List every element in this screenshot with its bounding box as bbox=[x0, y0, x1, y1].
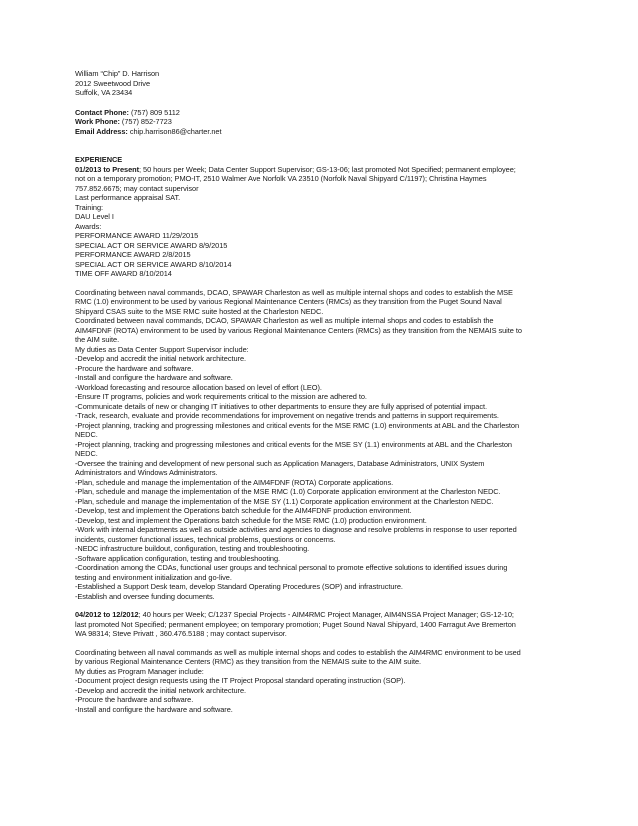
job1-summary-line: Last performance appraisal SAT. bbox=[75, 193, 181, 202]
applicant-name: William “Chip” D. Harrison bbox=[75, 69, 160, 78]
duty-line: the AIM suite. bbox=[75, 335, 120, 344]
duty-line: -Develop, test and implement the Operations batch schedule for the MSE RMC (1.0) production environment. bbox=[75, 515, 427, 525]
duty-line: -Workload forecasting and resource allocation based on level of effort (LEO). bbox=[75, 382, 322, 392]
email-row bbox=[75, 127, 565, 137]
job1-summary-line: PERFORMANCE AWARD 11/29/2015 bbox=[75, 231, 199, 240]
job1-summary-line: TIME OFF AWARD 8/10/2014 bbox=[75, 269, 172, 278]
job2-summary-line: 04/2012 to 12/2012; 40 hours per Week; C/1237 Special Projects - AIM4RMC Project Manager, AIM4NSSA Project Manager; GS-12-10; bbox=[75, 610, 514, 619]
duty-line: -Software application configuration, testing and troubleshooting. bbox=[75, 553, 281, 563]
job1-summary-line: SPECIAL ACT OR SERVICE AWARD 8/10/2014 bbox=[75, 259, 232, 269]
duty-line: -Develop and accredit the initial network architecture. bbox=[75, 354, 247, 363]
duty-line: -Project planning, tracking and progressing milestones and critical events for the MSE RMC (1.0) environments at ABL and the Charleston bbox=[75, 420, 520, 430]
duty-line: -Establish and oversee funding documents. bbox=[75, 591, 215, 601]
resume-document bbox=[75, 69, 565, 714]
job1-summary bbox=[75, 165, 565, 279]
job2-summary-line: last promoted Not Specified; permanent employee; on temporary promotion; Puget Sound Naval Shipyard, 1400 Farragut Ave Bremerton bbox=[75, 619, 516, 629]
duty-line: -Oversee the training and development of new personal such as Application Managers, Database Administrators, UNIX System bbox=[75, 458, 485, 468]
email-value: chip.harrison86@charter.net bbox=[129, 126, 222, 136]
job1-summary-line: 757.852.6675; may contact supervisor bbox=[75, 183, 199, 193]
duty-line: -Communicate details of new or changing IT initiatives to other departments to ensure they are fully apprised of potential impact. bbox=[75, 401, 487, 411]
duty-line: testing and environment initialization and go-live. bbox=[75, 572, 232, 582]
duty-line: Administrators and Windows Administrators. bbox=[75, 468, 218, 477]
job1-summary-line: SPECIAL ACT OR SERVICE AWARD 8/9/2015 bbox=[75, 240, 228, 250]
duty-line: Shipyard CSAS suite to the MSE RMC suite hosted at the Charleston NEDC. bbox=[75, 306, 324, 316]
duty-line: -Install and configure the hardware and software. bbox=[75, 373, 233, 382]
experience-heading: EXPERIENCE bbox=[75, 155, 123, 164]
job1-summary-line: 01/2013 to Present; 50 hours per Week; Data Center Support Supervisor; GS-13-06; last promoted Not Specified; permanent employee; bbox=[75, 164, 516, 174]
duty-line: by various Regional Maintenance Centers (RMC) as they transition from the NEMAIS suite to the AIM suite. bbox=[75, 657, 422, 666]
duty-line: -Plan, schedule and manage the implementation of the AIM4FDNF (ROTA) Corporate applications. bbox=[75, 477, 394, 487]
duty-line: -Track, research, evaluate and provide recommendations for improvement on negative trends and patterns in support requirements. bbox=[75, 411, 499, 420]
duty-line: Coordinating between naval commands, DCAO, SPAWAR Charleston as well as multiple internal shops and codes to establish the MSE bbox=[75, 287, 513, 297]
job2-duties bbox=[75, 648, 565, 715]
duty-line: incidents, customer functional issues, technical problems, questions or concerns. bbox=[75, 534, 336, 544]
duty-line: AIM4FDNF (ROTA) environment to be used by various Regional Maintenance Centers (RMCs) as they transition from the NEMAIS suite to bbox=[75, 325, 522, 335]
duty-line: My duties as Data Center Support Supervisor include: bbox=[75, 344, 249, 354]
duty-line: NEDC. bbox=[75, 449, 98, 458]
duty-line: -NEDC infrastructure buildout, configuration, testing and troubleshooting. bbox=[75, 544, 310, 553]
duty-line: -Project planning, tracking and progressing milestones and critical events for the MSE SY (1.1) environments at ABL and the Charleston bbox=[75, 439, 512, 449]
job1-summary-line: DAU Level I bbox=[75, 212, 114, 221]
job1-duties bbox=[75, 288, 565, 602]
duty-line: -Develop and accredit the initial network architecture. bbox=[75, 685, 247, 695]
job1-summary-line: not on a temporary promotion; PMO-IT, 2510 Walmer Ave Norfolk VA 23510 (Norfolk Naval Shipyard C/1197); Christina Haymes bbox=[75, 174, 487, 183]
duty-line: -Document project design requests using the IT Project Proposal standard operating instruction (SOP). bbox=[75, 676, 406, 685]
duty-line: -Ensure IT programs, policies and work requirements critical to the mission are adhered to. bbox=[75, 392, 367, 401]
duty-line: -Develop, test and implement the Operations batch schedule for the AIM4FDNF production environment. bbox=[75, 506, 412, 515]
duty-line: -Coordination among the CDAs, functional user groups and technical personal to promote effective solutions to identified issues during bbox=[75, 563, 508, 572]
duty-line: NEDC. bbox=[75, 430, 98, 439]
duty-line: -Plan, schedule and manage the implementation of the MSE RMC (1.0) Corporate application environment at the Charleston NEDC. bbox=[75, 487, 501, 496]
duty-line: RMC (1.0) environment to be used by various Regional Maintenance Centers (RMCs) as they transition from the Puget Sound Naval bbox=[75, 297, 502, 306]
job2-date: 04/2012 to 12/2012 bbox=[75, 610, 139, 619]
duty-line: -Procure the hardware and software. bbox=[75, 695, 194, 704]
contact-phone-row bbox=[75, 108, 565, 118]
street-address: 2012 Sweetwood Drive bbox=[75, 78, 151, 88]
work-phone-row bbox=[75, 117, 565, 127]
job1-summary-line: PERFORMANCE AWARD 2/8/2015 bbox=[75, 250, 191, 259]
duty-line: Coordinated between naval commands, DCAO, SPAWAR Charleston as well as multiple internal shops and codes to establish the bbox=[75, 316, 494, 325]
contact-phone-label: Contact Phone: bbox=[75, 107, 129, 117]
duty-line: -Plan, schedule and manage the implementation of the MSE SY (1.1) Corporate application environment at the Charleston NEDC. bbox=[75, 496, 494, 506]
city-state-zip: Suffolk, VA 23434 bbox=[75, 88, 133, 97]
duty-line: My duties as Program Manager include: bbox=[75, 666, 204, 676]
work-phone-label: Work Phone: bbox=[75, 117, 120, 126]
job1-summary-line: Awards: bbox=[75, 221, 102, 231]
job1-date: 01/2013 to Present bbox=[75, 164, 140, 174]
work-phone-value: (757) 852-7723 bbox=[121, 117, 172, 126]
duty-line: Coordinating between all naval commands as well as multiple internal shops and codes to establish the AIM4RMC environment to be used bbox=[75, 647, 521, 657]
email-label: Email Address: bbox=[75, 126, 128, 136]
duty-line: -Procure the hardware and software. bbox=[75, 363, 194, 373]
contact-phone-value: (757) 809 5112 bbox=[130, 107, 180, 117]
duty-line: -Work with internal departments as well as outside activities and agencies to diagnose and resolve problems in response to user reported bbox=[75, 525, 517, 534]
duty-line: -Install and configure the hardware and software. bbox=[75, 704, 233, 714]
duty-line: -Established a Support Desk team, develop Standard Operating Procedures (SOP) and infrastructure. bbox=[75, 582, 403, 591]
job2-summary-line: WA 98314; Steve Privatt , 360.476.5188 ; may contact supervisor. bbox=[75, 629, 287, 638]
job2-summary bbox=[75, 610, 565, 639]
job1-summary-line: Training: bbox=[75, 202, 104, 212]
